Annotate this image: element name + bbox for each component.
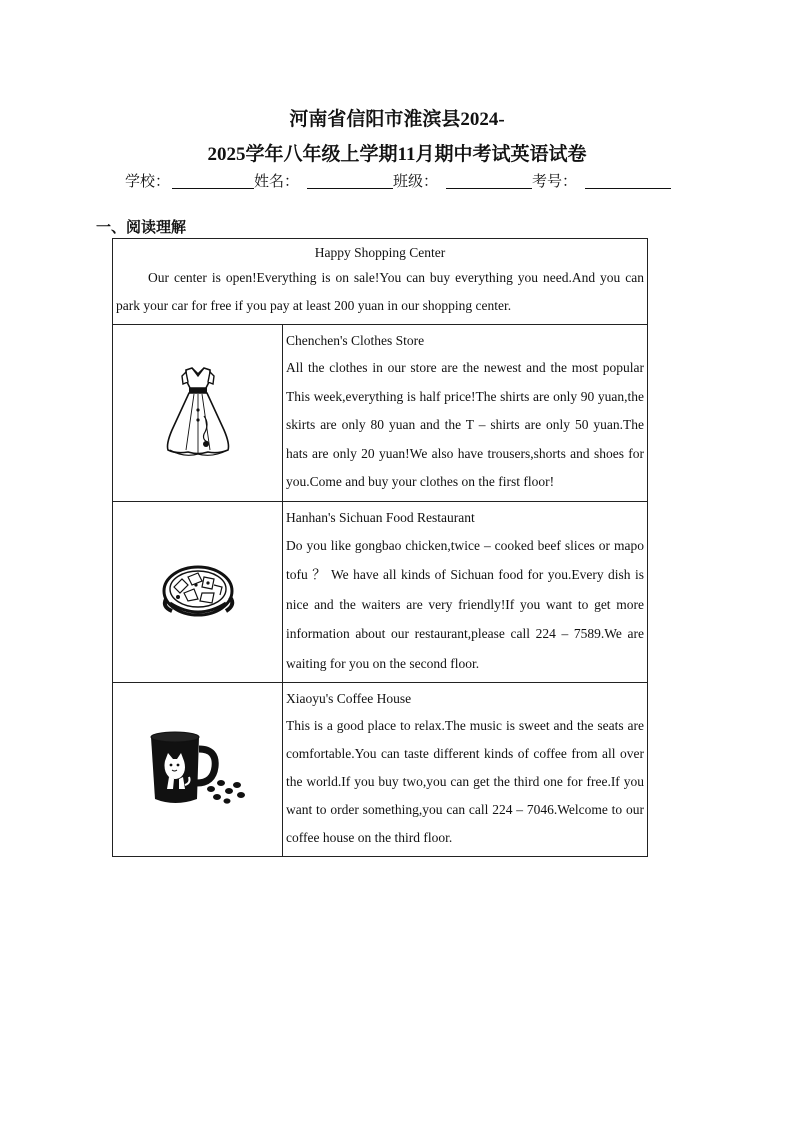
exam-number-field[interactable] [585, 172, 671, 189]
clothes-store-name: Chenchen's Clothes Store [286, 333, 425, 348]
coffee-mug-icon [143, 727, 253, 811]
food-bowl-icon [158, 559, 238, 623]
restaurant-name: Hanhan's Sichuan Food Restaurant [286, 509, 475, 525]
store-row-clothes [113, 325, 648, 502]
coffee-house-cell [283, 683, 648, 857]
center-intro-cell [113, 239, 648, 325]
school-field[interactable] [172, 172, 254, 189]
class-field[interactable] [446, 172, 532, 189]
center-intro-row [113, 239, 648, 325]
restaurant-picture-cell [113, 501, 283, 683]
shopping-center-table [112, 238, 648, 857]
center-description: Our center is open!Everything is on sale!You can buy everything you need.And you can park your car for free if you pay at least 200 yuan in our shopping center. [116, 270, 644, 313]
exam-number-label: 考号： [532, 172, 578, 190]
store-row-restaurant [113, 501, 648, 683]
restaurant-text: Do you like gongbao chicken,twice – cooked beef slices or mapo tofu ？ We have all kinds of Sichuan food for you.Every dish is nice and the waiters are very friendly!If you want to get more information about our restaurant,please call 224 – 7589.We are waiting for you on the second floor. [286, 537, 644, 671]
exam-title-line2: 2025学年八年级上学期11月期中考试英语试卷 [207, 144, 587, 165]
section-heading: 一、阅读理解 [96, 218, 187, 236]
coffee-house-text: This is a good place to relax.The music is sweet and the seats are comfortable.You can taste different kinds of coffee from all over the world.If you buy two,you can get the third one for free.If you want to order something,you can call 224 – 7046.Welcome to our coffee house on the third floor. [286, 718, 644, 845]
restaurant-cell [283, 501, 648, 683]
coffee-house-name: Xiaoyu's Coffee House [286, 691, 412, 706]
dress-icon [158, 364, 238, 460]
store-row-coffee [113, 683, 648, 857]
school-label: 学校： [125, 172, 171, 190]
student-info-row [125, 170, 685, 191]
clothes-store-cell [283, 325, 648, 502]
clothes-store-text: All the clothes in our store are the newest and the most popular This week,everything is half price!The shirts are only 90 yuan,the skirts are only 80 yuan and the T – shirts are only 50 yuan.The hats are only 20 yuan!We also have trousers,shorts and shoes for you.Come and buy your clothes on the first floor! [286, 360, 644, 489]
clothes-picture-cell [113, 325, 283, 502]
exam-title-line1: 河南省信阳市淮滨县2024- [289, 109, 505, 130]
coffee-picture-cell [113, 683, 283, 857]
class-label: 班级： [393, 172, 439, 190]
center-name: Happy Shopping Center [314, 245, 446, 260]
name-label: 姓名： [254, 172, 300, 190]
name-field[interactable] [307, 172, 393, 189]
